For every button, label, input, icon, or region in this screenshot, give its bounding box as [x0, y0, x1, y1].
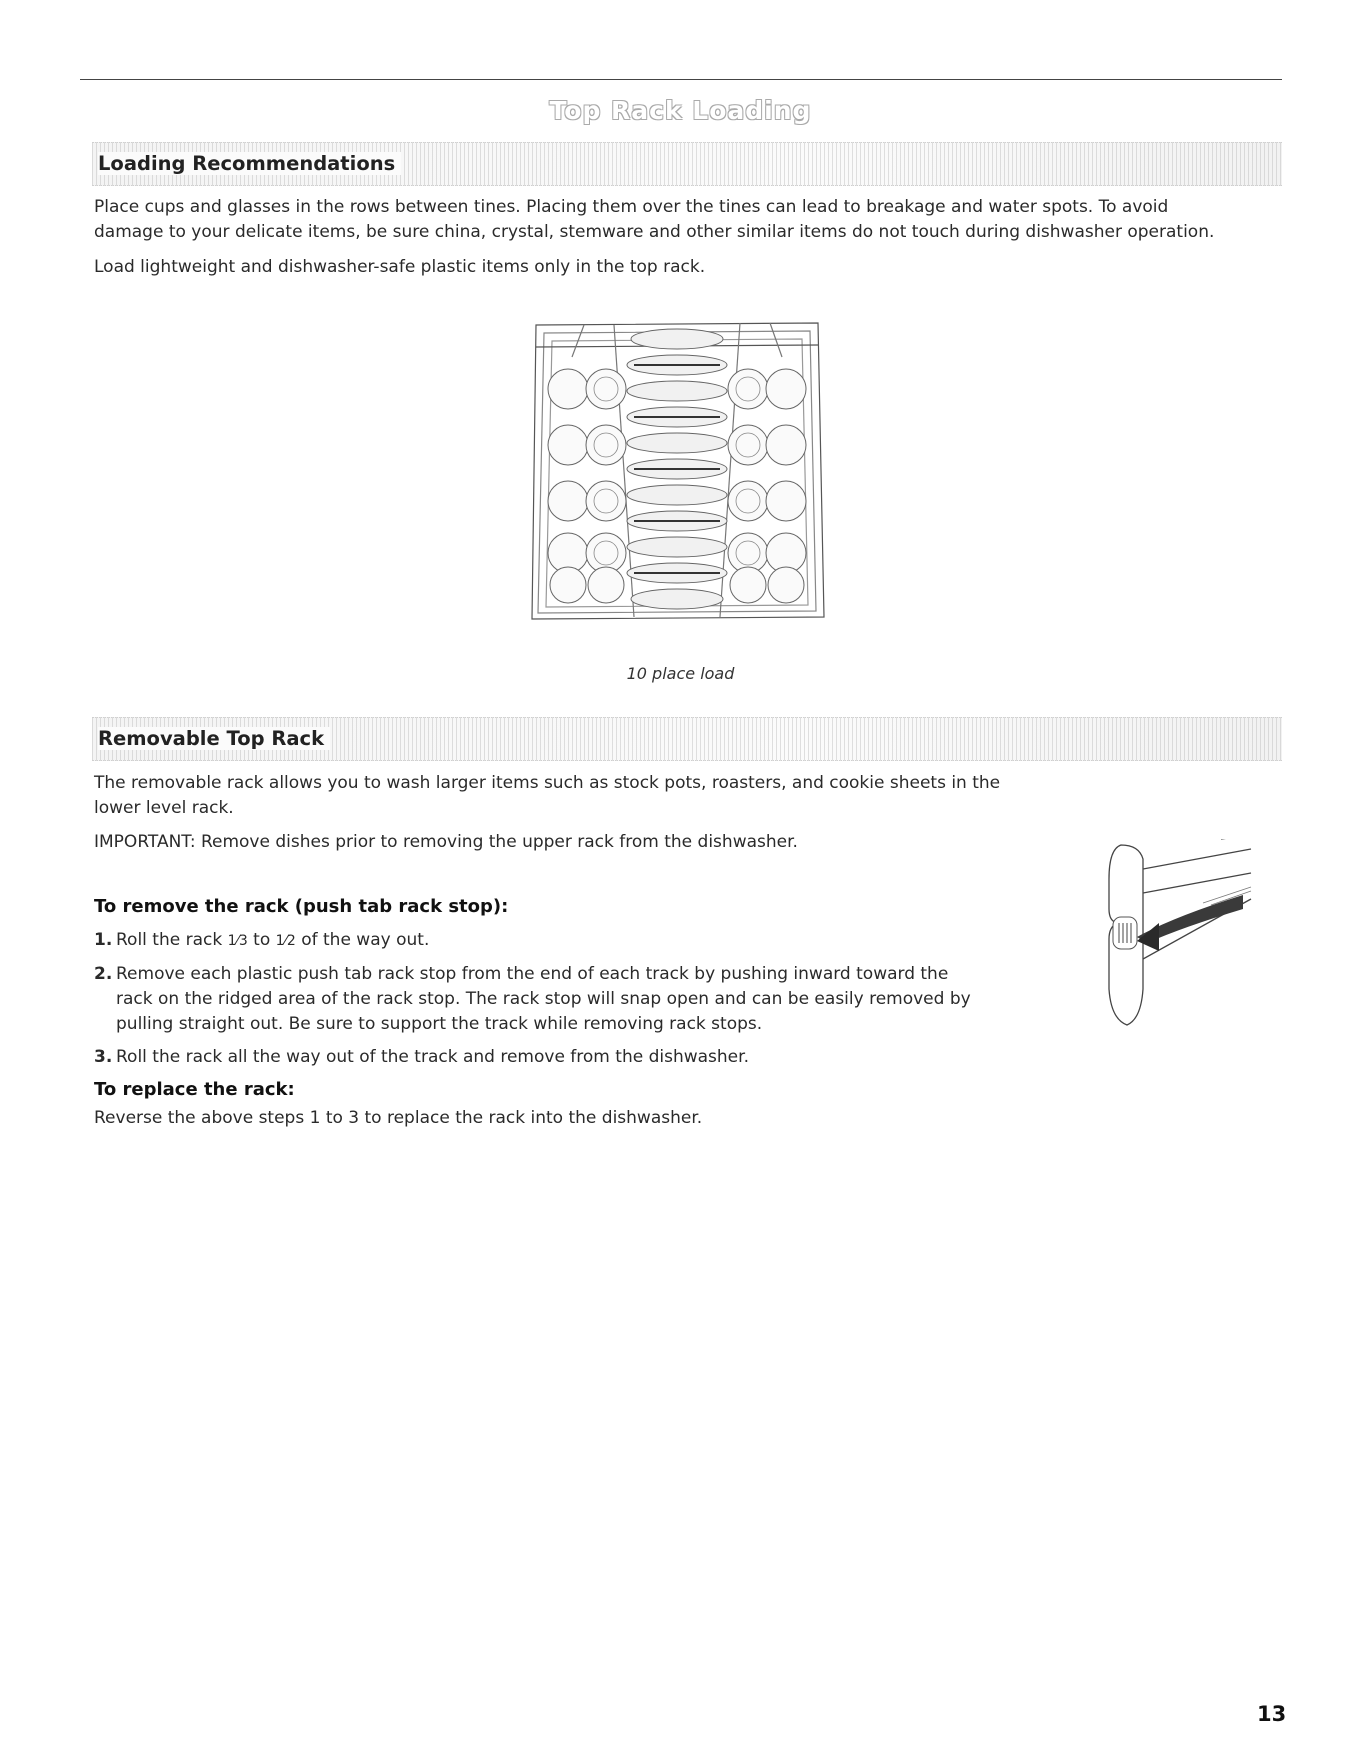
step-3-number: 3. [94, 1047, 113, 1067]
important-label: IMPORTANT: [94, 832, 196, 852]
important-note [94, 830, 798, 855]
step-1-fraction-2: 1⁄2 [275, 933, 296, 949]
step-3 [94, 1045, 1054, 1070]
figure-caption: 10 place load [626, 664, 735, 683]
loading-paragraph-1-line-1: Place cups and glasses in the rows between tines. Placing them over the tines can lead to breakage and water spots. To avoid [94, 197, 1169, 217]
removable-intro-line-2: lower level rack. [94, 798, 234, 818]
rack-stop-illustration [1103, 839, 1253, 1029]
page-number: 13 [1257, 1702, 1287, 1726]
step-2 [94, 962, 1054, 1037]
step-2-number: 2. [94, 964, 113, 984]
removable-intro [94, 771, 1000, 821]
top-rule [80, 79, 1282, 80]
important-text: Remove dishes prior to removing the upper rack from the dishwasher. [200, 832, 798, 852]
section-title-loading: Loading Recommendations [98, 152, 401, 175]
step-1-text-b: to [253, 930, 271, 950]
step-3-text: Roll the rack all the way out of the track and remove from the dishwasher. [116, 1047, 749, 1067]
removable-intro-line-1: The removable rack allows you to wash larger items such as stock pots, roasters, and cookie sheets in the [94, 773, 1001, 793]
step-2-line-2: rack on the ridged area of the rack stop. The rack stop will snap open and can be easily removed by [116, 989, 971, 1009]
section-title-removable: Removable Top Rack [98, 727, 330, 750]
loading-paragraph-1 [94, 195, 1214, 245]
loading-paragraph-1-line-2: damage to your delicate items, be sure china, crystal, stemware and other similar items do not touch during dishwasher operation. [94, 222, 1215, 242]
step-1-fraction-1: 1⁄3 [227, 933, 248, 949]
step-1-text-c: of the way out. [301, 930, 430, 950]
step-1-text-a: Roll the rack [116, 930, 223, 950]
page-title: Top Rack Loading [549, 96, 812, 125]
top-rack-illustration [524, 317, 830, 631]
loading-paragraph-2: Load lightweight and dishwasher-safe plastic items only in the top rack. [94, 257, 706, 277]
step-1 [94, 928, 1054, 954]
replace-rack-text: Reverse the above steps 1 to 3 to replace the rack into the dishwasher. [94, 1108, 703, 1128]
section-bar-removable [92, 717, 1282, 761]
step-1-number: 1. [94, 930, 113, 950]
step-2-line-1: Remove each plastic push tab rack stop from the end of each track by pushing inward toward the [116, 964, 949, 984]
section-bar-loading [92, 142, 1282, 186]
remove-steps-list [94, 928, 1054, 1078]
step-2-line-3: pulling straight out. Be sure to support the track while removing rack stops. [116, 1014, 763, 1034]
remove-rack-heading: To remove the rack (push tab rack stop): [94, 896, 509, 917]
replace-rack-heading: To replace the rack: [94, 1079, 295, 1100]
